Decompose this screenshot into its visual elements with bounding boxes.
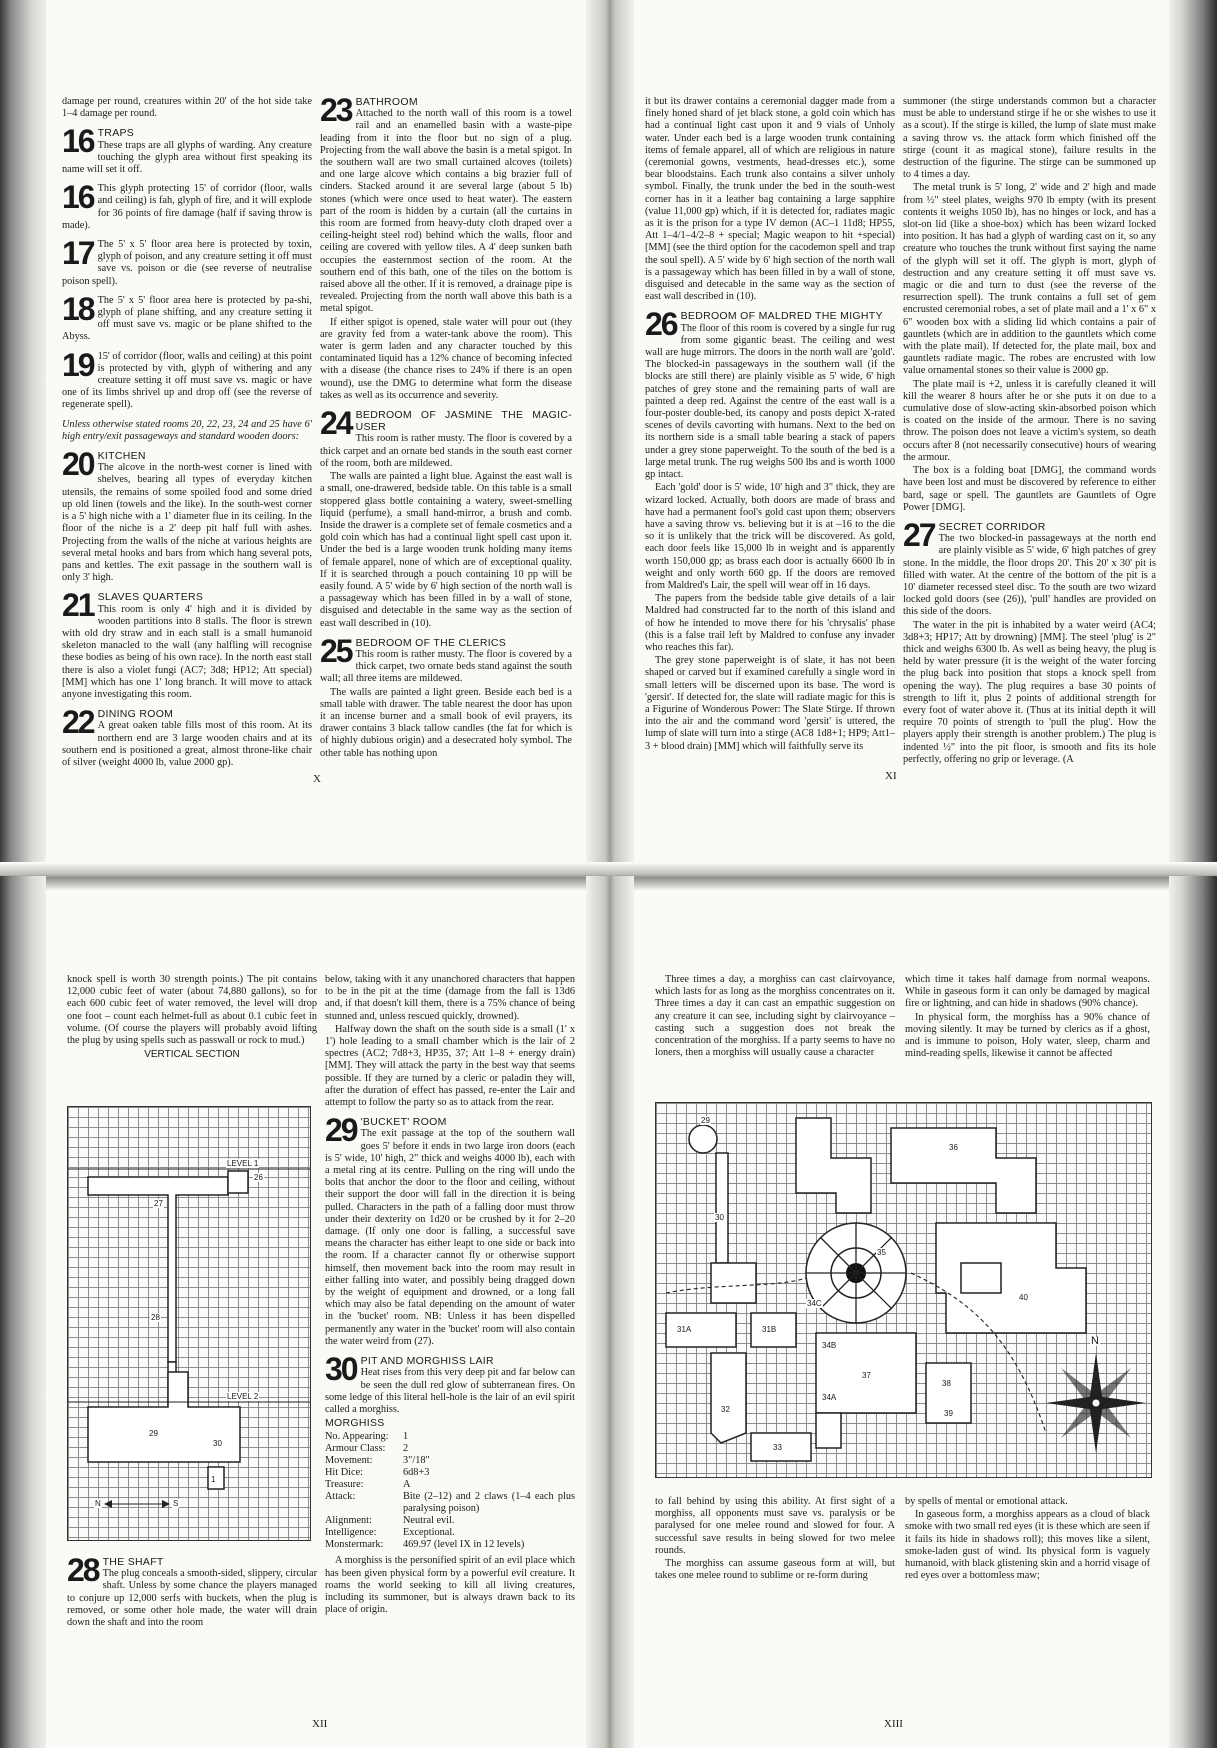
- page-xi-column-1: [645, 96, 895, 754]
- level-1-label: LEVEL 1: [227, 1159, 259, 1168]
- section-title: BATHROOM: [355, 96, 418, 108]
- section-number: 21: [62, 587, 94, 624]
- stat-label: Monstermark:: [325, 1539, 384, 1551]
- vertical-section-drawing: [68, 1107, 310, 1540]
- section-number: 19: [62, 346, 94, 383]
- room-26-label: 26: [254, 1173, 263, 1182]
- spectres-text: Halfway down the shaft on the south side is a small (1' x 1') hole leading to a small chamber which is the lair of 2 spectres (AC2; 7d8+3, HP35, 37; Att 1–8 + energy drain) [MM]. They will attack the party in the best way that seems possible. If they are turned by a cleric or paladin they will, after the duration of effect has passed, re-enter the Lair and attempt to follow the party so as to attack from the rear.: [325, 1023, 575, 1109]
- section-text-2: If either spigot is opened, stale water will pour out (they are gravity fed from a water-tank above the room). This water is germ laden and any character touched by this contaminated liquid has a 12% chance of becoming infected with a disease (the chance rises to 24% if there is an open wound), use the DMG to determine what form the disease takes as well as its occurrence and severity.: [320, 316, 572, 401]
- trap-fire-text: This glyph protecting 15' of corridor (floor, walls and ceiling) is fah, glyph of fire, and it will explode for 36 points of fire damage (half if saving throw is made).: [62, 183, 312, 231]
- gaseous-damage-text: which time it takes half damage from normal weapons. While in gaseous form it can only be damaged by magical fire or lightning, and can hide in shadows (90% chance).: [905, 974, 1150, 1010]
- page-xi-column-2: [903, 96, 1156, 767]
- page-xii-column-2: [325, 974, 575, 1617]
- section-text: A great oaken table fills most of this room. At its northern end are 3 large wooden chairs and at its southern end is positioned a great, almost throne-like chair of silver (weight 4000 lb, value 2000 gp).: [62, 720, 312, 768]
- section-text: The floor of this room is covered by a single fur rug from some gigantic beast. The ceiling and west wall are huge mirrors. The doors in the north wall are 'gold'. The blocked-in passageways in the southern wall (if the blocks are still there) are plainly visible as 5' wide, 6' high patches of grey stone and the remaining parts of wall are painted a deep red. Against the centre of the east wall is a four-poster double-bed, its canopy and posts depict X-rated scenes of devils cavorting with humans. Next to the bed on its northern side is a small table bearing a stack of papers under a grey stone paperweight. To the south of the bed is a large metal trunk. The rug weighs 500 lbs and is worth 1000 gp intact.: [645, 322, 895, 481]
- morghiss-stat-block: [325, 1431, 575, 1551]
- section-28-shaft: [67, 1552, 317, 1629]
- compass-rose: [1046, 1353, 1146, 1453]
- map-room-32: 32: [721, 1405, 730, 1414]
- stat-label: Hit Dice:: [325, 1467, 364, 1479]
- stat-value: Neutral evil.: [403, 1515, 455, 1527]
- room-27-label: 27: [154, 1199, 163, 1208]
- continued-text: below, taking with it any unanchored characters that happen to be in the pit at the time (damage from the fall is 13d6 and, if that doesn't kill them, there is a 75% chance of being stunned and, unless rescued quickly, drowned).: [325, 974, 575, 1022]
- book-spine: [586, 876, 634, 1748]
- paralysis-text: to fall behind by using this ability. At first sight of a morghiss, all opponents must save vs. paralysis or be paralysed for one melee round and slowed for four. A successful save results in being slowed for two melee rounds.: [655, 1496, 895, 1556]
- page-number-xiii: XIII: [884, 1718, 903, 1730]
- section-number: 18: [62, 290, 94, 327]
- bottom-spread: [0, 876, 1217, 1748]
- trap-withering-text: 15' of corridor (floor, walls and ceiling) at this point is protected by vith, glyph of withering and any creature setting it off must save vs. magic or have one of its limbs shrivel up and drop off (see the reverse of regenerate spell).: [62, 350, 312, 411]
- map-room-30: 30: [715, 1213, 724, 1222]
- page-xii-column-1: [67, 974, 317, 1065]
- level-2-map: [655, 1102, 1152, 1478]
- section-16-fire: [62, 179, 312, 232]
- section-24-jasmine: [320, 405, 572, 630]
- section-title: DINING ROOM: [97, 708, 174, 721]
- stat-label: Intelligence:: [325, 1527, 377, 1539]
- section-text-2: The walls are painted a light green. Beside each bed is a small table with drawer. The table nearest the door has upon it an incense burner and a small book of evil prayers, its drawer contains 3 black tallow candles (the fat for which is of highly dubious origin) and a desecrated holy symbol. The other table has nothing upon: [320, 686, 572, 759]
- section-29-bucket: [325, 1112, 575, 1348]
- page-x-column-1: [62, 96, 312, 770]
- south-label: S: [173, 1499, 179, 1508]
- room-28-label: 28: [151, 1313, 160, 1322]
- map-room-34a: 34A: [822, 1393, 837, 1402]
- clairvoyance-text: Three times a day, a morghiss can cast clairvoyance, which lasts for as long as the morghiss concentrates on it. Three times a day it can cast an empathic suggestion on any creature it can see, including sight by clairvoyance – casting such a suggestion does not break the concentration of the morghiss. If a party seems to have no loners, then a morghiss will usually cause a character: [655, 974, 895, 1059]
- section-title: 'BUCKET' ROOM: [360, 1116, 447, 1129]
- stat-label: Alignment:: [325, 1515, 372, 1527]
- map-room-31b: 31B: [762, 1325, 777, 1334]
- map-room-34b: 34B: [822, 1341, 837, 1350]
- section-title: BEDROOM OF JASMINE THE MAGIC-USER: [355, 409, 572, 434]
- section-23-bathroom: [320, 92, 572, 402]
- room-1-label: 1: [211, 1475, 216, 1484]
- section-25-clerics: [320, 632, 572, 760]
- trap-intro: These traps are all glyphs of warding. Any creature touching the glyph area without first speaking its name will set it off.: [62, 139, 312, 176]
- stat-value: Bite (2–12) and 2 claws (1–4 each plus paralysing poison): [403, 1491, 575, 1515]
- map-room-40: 40: [1019, 1293, 1028, 1302]
- section-text: The exit passage at the top of the southern wall goes 5' before it ends in two large iron doors (each is 5' wide, 10' high, 2" thick and weighs 4000 lb), each with a metal ring at its centre. Pulling on the ring will undo the bolts that anchor the door to the floor and ceiling, without their support the door will fall in the direction it is being pulled. Characters in the path of a falling door must throw under their dexterity on 1d20 or be crushed by it for 2–20 damage. (If only one door is falling, a successful save means the character has either leapt to one side or back into the room. If a character cannot fly or otherwise support himself, then movement back into the room may result in either falling into water, and possibly being dragged down by the weight of equipment and drowned, or a long fall which may also be fatal depending on the amount of water in the 'bucket' room. NB: Unless it has been dispelled permanently any water in the 'bucket' room will also contain the water weird from (27).: [325, 1128, 575, 1347]
- section-17: [62, 235, 312, 288]
- physical-form-text: In physical form, the morghiss has a 90% chance of moving silently. It may be turned by clerics as if a ghost, and is immune to poison, Holy water, sleep, charm and mind-reading spells, likewise it cannot be affected: [905, 1011, 1150, 1060]
- north-label: N: [95, 1499, 101, 1508]
- gaseous-form-text: The morghiss can assume gaseous form at will, but takes one melee round to sublime or re-form during: [655, 1558, 895, 1582]
- map-room-36: 36: [949, 1143, 958, 1152]
- map-room-33: 33: [773, 1443, 782, 1452]
- section-text: This room is only 4' high and it is divided by wooden partitions into 8 stalls. The floor is strewn with old dry straw and in each stall is a small humanoid skeleton manacled to the wall (any halfling will recognise these bodies as being of his own race). In the north east stall there is also a violet fungi (AC7; 3d8; HP12; Att special) [MM] which has one 1' long branch. It will move to attack anyone investigating this room.: [62, 603, 312, 700]
- section-text-3: The papers from the bedside table give details of a lair Maldred had constructed far to the north of this island and of how he intended to move there for his 'chrysalis' phase (this is a false trail left by Maldred to confuse any invader who reaches this far).: [645, 593, 895, 653]
- map-room-38: 38: [942, 1379, 951, 1388]
- section-number: 17: [62, 235, 94, 272]
- page-xii-column-1-bottom: [67, 1552, 317, 1630]
- trunk-text: The metal trunk is 5' long, 2' wide and 2' high and made from ½" steel plates, weighs 970 lb empty (with its present contents it weighs 1050 lb), has no hinges or lock, and has a slot-on lid (like a shoe-box) which has been wizard locked into position. It has had a glyph of warding cast on it, so any creature who touches the trunk without first saying the name of the glyph will set it off. The glyph is mort, glyph of destruction and any creature setting it off must save vs. magic or die and turn to dust (see the reverse of the resurrection spell). The trunk contains a full set of gem encrusted ceremonial robes, a set of plate mail and a 1' x 6" x 6" wooden box with a sliding lid which contains a pair of gauntlets (which are in addition to the gauntlets which come with the plate mail). If detected for, the plate mail, box and gauntlets radiate magic. The robes are encrusted with low value ornamental stones so their value is 2000 gp.: [903, 182, 1156, 377]
- section-title: THE SHAFT: [102, 1556, 164, 1568]
- page-xiii-column-2-bottom: [905, 1496, 1150, 1583]
- section-20-kitchen: [62, 446, 312, 584]
- section-text: This room is rather musty. The floor is covered by a thick carpet, two ornate beds stand against the south wall; all three items are mildewed.: [320, 648, 572, 685]
- stat-value: 3"/18": [403, 1455, 430, 1467]
- map-room-34c: 34C: [807, 1299, 822, 1308]
- section-number: 30: [325, 1351, 357, 1388]
- section-text-2: The walls are painted a light blue. Against the east wall is a small, one-drawered, bedside table. On this table is a small stoppered glass bottle containing a watery, sweet-smelling liquid (perfume), a small hand-mirror, a brush and comb. Inside the drawer is a complete set of female cosmetics and a gold coin which has had a continual light spell cast upon it. Under the bed is a large wooden trunk holding many items of female apparel, none of which are of exceptional quality. If it is searched through a pouch containing 10 pp will be easily found. A 5' wide by 6' high section of the north wall is a passageway which has been filled in by a wall of stone, disguised and detectable in the same way as the section of east wall described in (10).: [320, 471, 572, 629]
- section-text: The alcove in the north-west corner is lined with shelves, bearing all types of everyday kitchen utensils, the remains of some spoiled food and some dried up old linen (towels and the like). In the south-west corner is a 5' high niche with a 1' diameter flue in its ceiling. In the floor of the niche is a 2' deep pit half full with ashes. Projecting from the walls of the niche at various heights are several metal hooks and bars from which hang several pots, pans and kettles. The exit passage in the southern wall is only 3' high.: [62, 462, 312, 584]
- book-edge-left: [0, 876, 46, 1748]
- stat-label: Armour Class:: [325, 1443, 386, 1455]
- stat-label: Attack:: [325, 1491, 356, 1503]
- stat-value: 2: [403, 1443, 409, 1455]
- section-text: This room is rather musty. The floor is covered by a thick carpet and an ornate bed stands in the south east corner of the room, both are mildewed.: [320, 433, 572, 469]
- map-room-35: 35: [877, 1248, 886, 1257]
- continued-text: it but its drawer contains a ceremonial dagger made from a finely honed shard of jet black stone, a gold coin which has had a continual light cast upon it and 9 vials of Unholy water. Under each bed is a large wooden trunk containing items of female apparel, all of which are religious in nature (ceremonial gowns, vestments, head-dresses etc.), some bear bloodstains. Each trunk also contains a silver unholy symbol. Finally, the trunk under the bed in the south-west corner has in it a leather bag containing a large sapphire (value 11,000 gp) which, if it is detected for, radiates magic as it is the prison for a type IV demon (AC–1 11d8; HP55, Att 1–4/1–4/2–8 + special; Magic weapon to hit +special) [MM] (see the third option for the cacodemon spell and trap the soul spell). A 5' wide by 6' high section of the north wall is a passageway which has been filled in by a wall of stone, disguised and detecable in the same way as the section of east wall described in (10).: [645, 96, 895, 303]
- section-title: SECRET CORRIDOR: [938, 520, 1046, 533]
- section-number: 29: [325, 1112, 357, 1149]
- morghiss-heading: MORGHISS: [325, 1417, 385, 1430]
- morghiss-description: A morghiss is the personified spirit of an evil place which has been given physical form by a powerful evil creature. It roams the world seeking to kill all living creatures, including its summoner, but is always drawn back to its place of origin.: [325, 1555, 575, 1616]
- section-title: TRAPS: [97, 127, 135, 140]
- section-title: SLAVES QUARTERS: [97, 591, 204, 604]
- section-title: KITCHEN: [97, 450, 146, 463]
- section-text-2: Each 'gold' door is 5' wide, 10' high and 3" thick, they are wizard locked. Actually, both doors are made of brass and have had a permanent fool's gold cast upon them; observers have a saving throw vs. believing but it is at –16 to the die so it is unlikely that the trick will be discovered. As gold, each door feels like 15,000 lb in weight and is apparently worth 150,000 gp; as brass each door is actually 6600 lb in weight and only worth 660 gp. If the doors are removed from Maldred's Lair, the spell will wear off in 16 days.: [645, 482, 895, 591]
- trap-poison-text: The 5' x 5' floor area here is protected by toxin, glyph of poison, and any creature setting it off must save vs. poison or die (see reverse of neutralise poison spell).: [62, 239, 312, 287]
- section-number: 20: [62, 446, 94, 483]
- room-29-label: 29: [149, 1429, 158, 1438]
- room-30-label: 30: [213, 1439, 222, 1448]
- section-text: Attached to the north wall of this room is a towel rail and an enamelled basin with a waste-pipe leading from it into the floor but no sign of a plug. Projecting from the wall above the basin is a metal spigot. In the southern wall are two small curtained alcoves (toilets) and one large alcove which contains a big brazier full of cinders. Stacked around it are several large (about 5 lb) stones (which were once used to heat water). The eastern part of the room is hidden by a curtain (all the curtains in this room are formed from heavy-duty cloth draped over a ceiling-height steel rod) behind which the walls, floor and ceiling are covered with yellow tiles. A 4' deep sunken bath occupies the easternmost section of the room. At the southern end of this bath, one of the tiles on the bottom is raised above all the other. If it is removed, a drainage pipe is revealed. Projecting from the north wall above this bath is a metal spigot.: [320, 108, 572, 315]
- page-xiii-column-1-bottom: [655, 1496, 895, 1583]
- section-text-2: The water in the pit is inhabited by a water weird (AC4; 3d8+3; HP17; Att by drowning) [MM]. The steel 'plug' is 2" thick and weighs 6300 lb. As well as being heavy, the plug is held by water pressure (it is the weight of the water forcing the plug back into position that stops a knock spell from opening the way). The plug requires a base 30 points of strength to lift it, plus 2 points of additional strength for every foot of water above it. (Thus at its initial depth it will require 70 points of strength to 'pull the plug'. How the players apply their strength is another problem.) The plug is indented ½" into the pit floor, is smooth and fits its hole perfectly, offering no grip or leverage. (A: [903, 619, 1156, 765]
- section-number: 25: [320, 632, 352, 669]
- section-22-dining: [62, 704, 312, 769]
- page-xiii-column-2-top: [905, 974, 1150, 1061]
- book-edge-right: [1169, 0, 1217, 876]
- continued-text: summoner (the stirge understands common but a character must be able to understand stirge if he or she wishes to use it as a scout). If the stirge is killed, the lump of slate must make a saving throw vs. the attack form which finished off the stirge (count it as magical stone), failure results in the destruction of the figurine. The stirge can be summoned up to 4 times a day.: [903, 96, 1156, 181]
- level-2-label: LEVEL 2: [227, 1392, 259, 1401]
- page-xiii-column-1-top: [655, 974, 895, 1060]
- book-edge-left: [0, 0, 46, 876]
- level-2-map-drawing: [656, 1103, 1151, 1477]
- stat-value: 6d8+3: [403, 1467, 430, 1479]
- section-18: [62, 290, 312, 344]
- section-number: 16: [62, 123, 94, 160]
- stat-value: A: [403, 1479, 411, 1491]
- mental-attack-text: by spells of mental or emotional attack.: [905, 1496, 1068, 1507]
- stat-label: Movement:: [325, 1455, 373, 1467]
- compass-north-label: N: [1091, 1335, 1099, 1347]
- section-16-traps: [62, 123, 312, 176]
- section-27-corridor: [903, 516, 1156, 766]
- trap-plane-text: The 5' x 5' floor area here is protected by pa-shi, glyph of plane shifting, and any creature setting it off must save vs. magic or be plane shifted to the Abyss.: [62, 294, 312, 343]
- page-number-x: X: [313, 773, 321, 785]
- continued-text: knock spell is worth 30 strength points.) The pit contains 12,000 cubic feet of water (about 74,880 gallons), so for each 600 cubic feet of water removed, the level will drop one foot – count each helmet-full as about 0.1 cubic feet in volume. (Of course the players will probably avoid lifting the plug by using spells such as passwall or rock to mud.): [67, 974, 317, 1047]
- section-number: 23: [320, 92, 352, 128]
- section-title: BEDROOM OF MALDRED THE MIGHTY: [680, 310, 883, 323]
- section-30-lair: [325, 1351, 575, 1416]
- section-text: The plug conceals a smooth-sided, slippery, circular shaft. Unless by some chance the players managed to conjure up 12,000 serfs with buckets, when the plug is removed, or some other hole made, the water will drain down the shaft and into the room: [67, 1568, 317, 1629]
- section-number: 27: [903, 516, 935, 553]
- section-19: [62, 346, 312, 412]
- stat-value: Exceptional.: [403, 1527, 455, 1539]
- stat-value: 469.97 (level IX in 12 levels): [403, 1539, 525, 1551]
- section-number: 26: [645, 306, 677, 343]
- section-title: PIT AND MORGHISS LAIR: [360, 1355, 494, 1368]
- rooms-note: Unless otherwise stated rooms 20, 22, 23, 24 and 25 have 6' high entry/exit passageways and standard wooden doors:: [62, 418, 312, 442]
- vertical-section-map: [67, 1106, 311, 1541]
- section-text: The two blocked-in passageways at the north end are plainly visible as 5' wide, 6' high patches of grey stone. In the middle, the floor drops 20'. This 20' x 30' pit is filled with water. At the centre of the bottom of the pit is a 10' diameter recessed steel disc. To the south are two wizard locked gold doors (see (26)), 'pull' handles are provided on this side of the doors.: [903, 533, 1156, 618]
- section-number: 24: [320, 405, 352, 442]
- section-number: 22: [62, 704, 94, 741]
- section-21-slaves: [62, 587, 312, 701]
- section-number: 16: [62, 179, 94, 216]
- page-number-xii: XII: [312, 1718, 328, 1730]
- map-room-29: 29: [701, 1116, 710, 1125]
- vertical-section-title: VERTICAL SECTION: [144, 1049, 240, 1061]
- section-title: BEDROOM OF THE CLERICS: [355, 636, 507, 649]
- stat-value: 1: [403, 1431, 409, 1443]
- map-room-39: 39: [944, 1409, 953, 1418]
- section-text-4: The grey stone paperweight is of slate, it has not been shaped or carved but if examined carefully a single word in small letters will be discerned upon its base. The word is 'gersit'. If detected for, the slate will radiate magic for this is a Figurine of Wonderous Power: The Slate Stirge. If thrown into the air and the command word 'gersit' is uttered, the lump of slate will turn into a stirge (AC8 1d8+1; HP9; Att1–3 + blood drain) [MM] which will faithfully serve its: [645, 655, 895, 752]
- book-spine: [586, 0, 634, 876]
- section-number: 28: [67, 1552, 99, 1588]
- page-x-column-2: [320, 92, 572, 761]
- box-text: The box is a folding boat [DMG], the command words have been lost and must be discovered by reference to either bard, sage or spell. The gauntlets are Gauntlets of Ogre Power [DMG].: [903, 465, 1156, 513]
- page-number-xi: XI: [885, 770, 897, 782]
- map-room-37: 37: [862, 1371, 871, 1380]
- book-edge-right: [1169, 876, 1217, 1748]
- section-text: Heat rises from this very deep pit and far below can be seen the dull red glow of subterranean fires. On some ledge of this literal hell-hole is the lair of an evil spirit called a morghiss.: [325, 1367, 575, 1415]
- plate-mail-text: The plate mail is +2, unless it is carefully cleaned it will kill the wearer 8 hours after he or she puts it on due to a cumulative dose of slow-acting skin-absorbed poison which is coated on the inside of the armour. There is no saving throw. The poison does not leave a victim's system, so death occurs after 8 (not necessarily consecutive) hours of wearing the armour.: [903, 378, 1156, 463]
- intro-text: damage per round, creatures within 20' of the hot side take 1–4 damage per round.: [62, 96, 312, 120]
- appearance-text: In gaseous form, a morghiss appears as a cloud of black smoke with two small red eyes (it is these which are seen if it fails its hide in shadows roll); this moves like a silent, smoke-laden gust of wind. Its physical form is vaguely humanoid, with black glistening skin and a horrid visage of red eyes over a bottomless maw;: [905, 1509, 1150, 1582]
- stat-label: No. Appearing:: [325, 1431, 389, 1443]
- stat-label: Treasure:: [325, 1479, 364, 1491]
- map-room-31a: 31A: [677, 1325, 692, 1334]
- section-26-maldred: [645, 306, 895, 752]
